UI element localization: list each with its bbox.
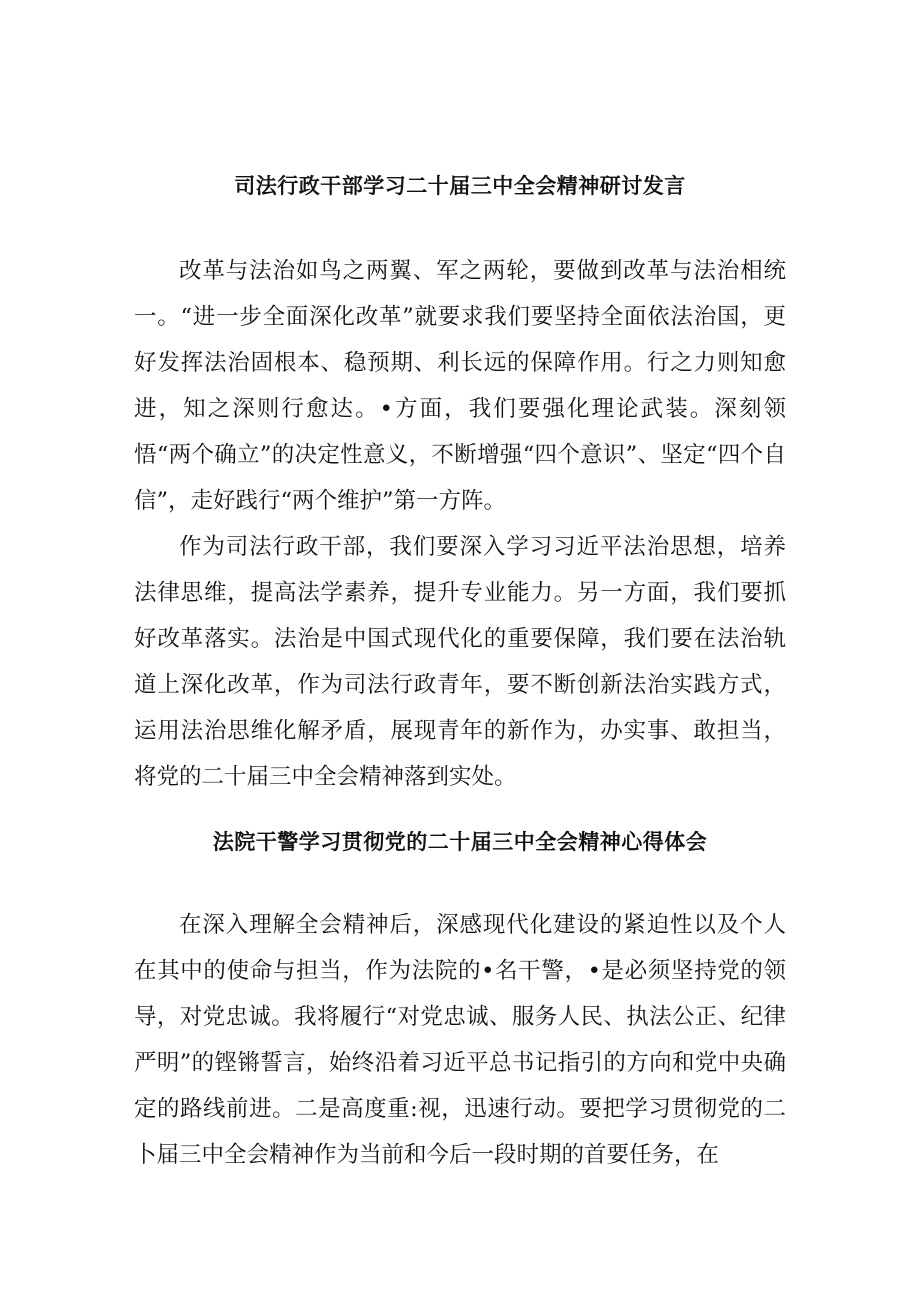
section-2-body (134, 902, 786, 1178)
section-1-paragraph-2: 作为司法行政干部，我们要深入学习习近平法治思想，培养法律思维，提高法学素养，提升专业能力。另一方面，我们要抓好改革落实。法治是中国式现代化的重要保障，我们要在法治轨道上深化改革，作为司法行政青年，要不断创新法治实践方式，运用法治思维化解矛盾，展现青年的新作为，办实事、敢担当，将党的二十届三中全会精神落到实处。 (134, 534, 786, 790)
section-1-title: 司法行政干部学习二十届三中全会精神研讨发言 (234, 174, 686, 198)
section-2-paragraph-1: 在深入理解全会精神后，深感现代化建设的紧迫性以及个人在其中的使命与担当，作为法院的•名干警，•是必须坚持党的领导，对党忠诚。我将履行“对党忠诚、服务人民、执法公正、纪律严明”的铿锵誓言，始终沿着习近平总书记指引的方向和党中央确定的路线前进。二是高度重:视，迅速行动。要把学习贯彻党的二卜届三中全会精神作为当前和今后一段时期的首要任务，在 (134, 912, 786, 1168)
section-1-body (134, 248, 786, 800)
section-1-paragraph-1: 改革与法治如鸟之两翼、军之两轮，要做到改革与法治相统一。“进一步全面深化改革”就要求我们要坚持全面依法治国，更好发挥法治固根本、稳预期、利长远的保障作用。行之力则知愈进，知之深则行愈达。•方面，我们要强化理论武装。深刻领悟“两个确立”的决定性意义，不断增强“四个意识”、坚定“四个自信”，走好践行“两个维护”第一方阵。 (134, 258, 786, 514)
section-2-title: 法院干警学习贯彻党的二十届三中全会精神心得体会 (212, 830, 708, 854)
